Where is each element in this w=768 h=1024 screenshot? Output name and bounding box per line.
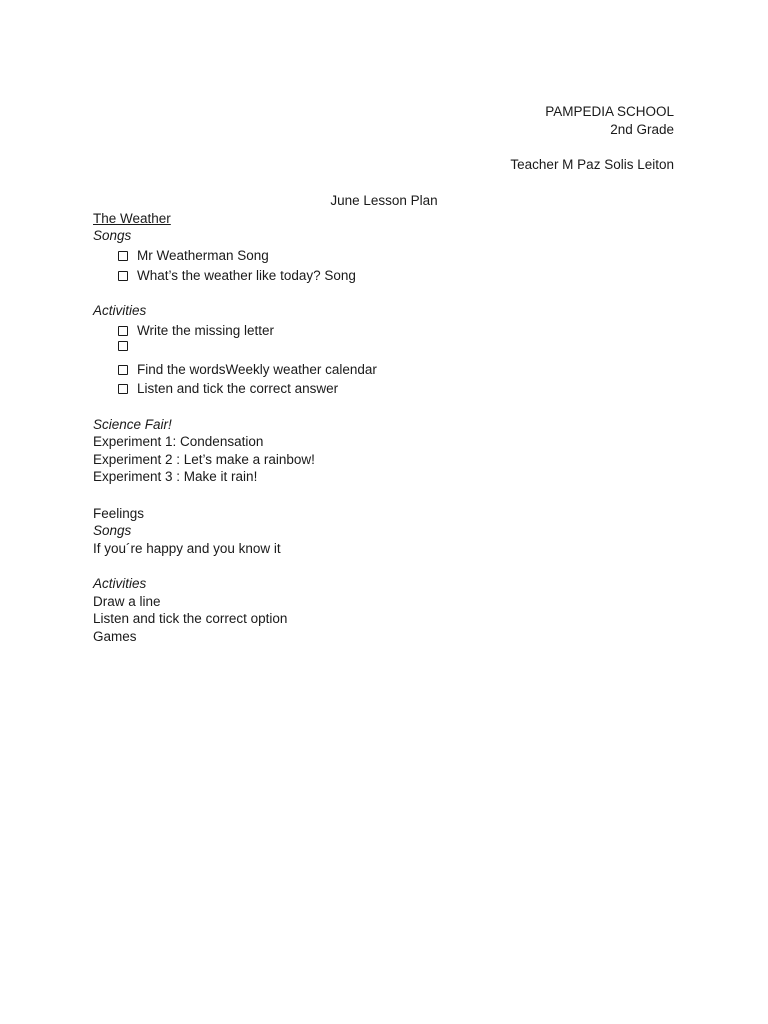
feelings-heading: Feelings [93, 506, 145, 521]
feelings-song: If you´re happy and you know it [93, 541, 281, 556]
experiment-item: Experiment 1: Condensation [93, 434, 264, 449]
checkbox[interactable] [118, 365, 128, 375]
weather-activity-item [118, 380, 338, 398]
checkbox[interactable] [118, 271, 128, 281]
weather-song-item [118, 267, 356, 285]
checkbox[interactable] [118, 251, 128, 261]
teacher-name: Teacher M Paz Solis Leiton [510, 157, 674, 172]
checkbox[interactable] [118, 326, 128, 336]
weather-songs-label: Songs [93, 228, 132, 243]
weather-activity-item [118, 341, 137, 351]
science-fair-label: Science Fair! [93, 417, 172, 432]
page-title: June Lesson Plan [330, 193, 438, 208]
experiment-item: Experiment 2 : Let’s make a rainbow! [93, 452, 315, 467]
weather-song-label: What’s the weather like today? Song [137, 268, 356, 283]
weather-activity-label: Listen and tick the correct answer [137, 381, 339, 396]
weather-activity-label: Find the wordsWeekly weather calendar [137, 362, 377, 377]
school-name: PAMPEDIA SCHOOL [545, 104, 674, 119]
checkbox[interactable] [118, 384, 128, 394]
feelings-activity-item: Listen and tick the correct option [93, 611, 288, 626]
weather-activity-label: Write the missing letter [137, 323, 275, 338]
weather-heading: The Weather [93, 211, 171, 226]
weather-activity-item [118, 361, 377, 379]
weather-song-label: Mr Weatherman Song [137, 248, 269, 263]
weather-activities-label: Activities [93, 303, 147, 318]
feelings-activities-label: Activities [93, 576, 147, 591]
checkbox[interactable] [118, 341, 128, 351]
feelings-songs-label: Songs [93, 523, 132, 538]
weather-song-item [118, 247, 269, 265]
feelings-activity-item: Draw a line [93, 594, 161, 609]
grade-label: 2nd Grade [610, 122, 674, 137]
feelings-activity-item: Games [93, 629, 137, 644]
weather-activity-item [118, 322, 274, 340]
experiment-item: Experiment 3 : Make it rain! [93, 469, 258, 484]
